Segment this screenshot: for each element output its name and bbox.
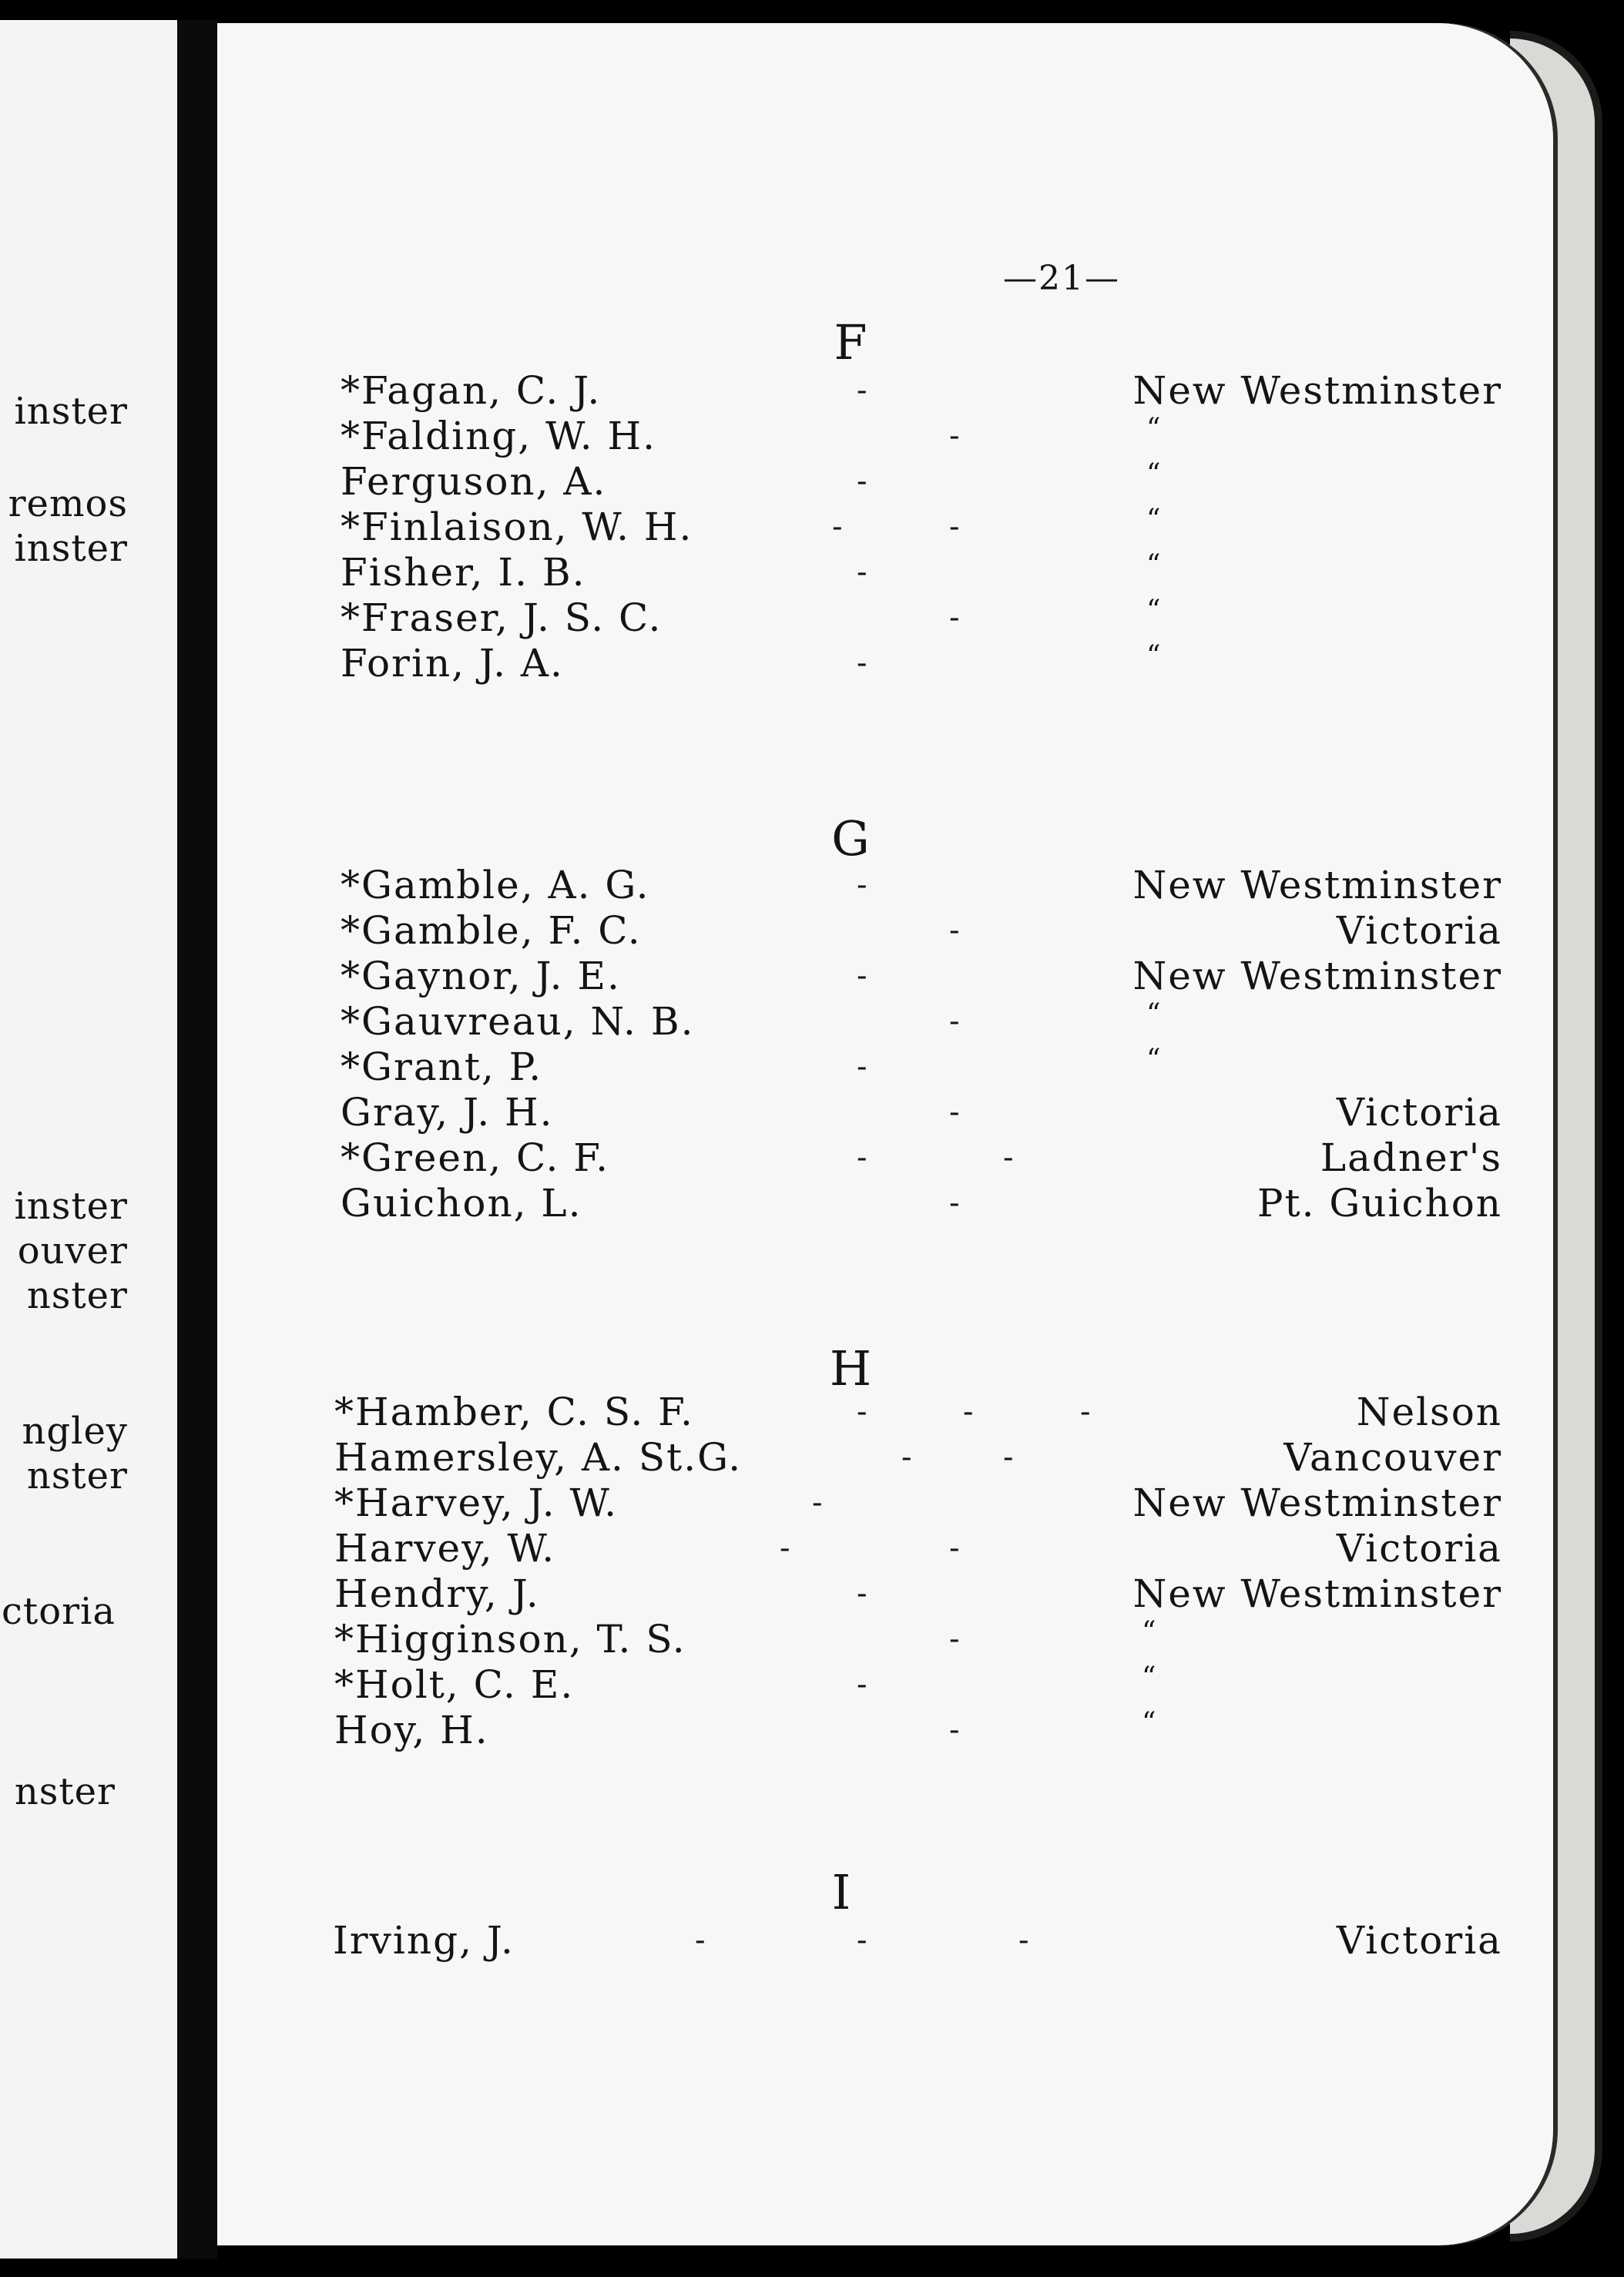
member-location: Victoria bbox=[1336, 908, 1502, 953]
left-page-text: nster bbox=[26, 1274, 128, 1317]
section-letter-h: H bbox=[829, 1340, 872, 1397]
leader-dash: - bbox=[949, 600, 961, 635]
list-item bbox=[217, 459, 1558, 505]
list-item bbox=[217, 1481, 1558, 1526]
list-item bbox=[217, 414, 1558, 459]
list-item bbox=[217, 1662, 1558, 1708]
member-name: Hamersley, A. St.G. bbox=[334, 1435, 743, 1480]
leader-dash: - bbox=[949, 1095, 961, 1130]
leader-dash: - bbox=[1018, 1923, 1031, 1958]
ditto-mark: “ bbox=[1146, 595, 1164, 626]
member-name: *Green, C. F. bbox=[341, 1135, 610, 1180]
list-item bbox=[217, 505, 1558, 550]
list-item bbox=[217, 1526, 1558, 1571]
leader-dash: - bbox=[901, 1440, 914, 1475]
leader-dash: - bbox=[780, 1531, 792, 1566]
leader-dash: - bbox=[963, 1394, 975, 1430]
section-letter-i: I bbox=[831, 1864, 851, 1920]
member-name: *Gamble, A. G. bbox=[341, 863, 650, 907]
leader-dash: - bbox=[949, 418, 961, 454]
member-name: *Gauvreau, N. B. bbox=[341, 999, 695, 1044]
member-name: *Grant, P. bbox=[341, 1045, 543, 1089]
ditto-mark: “ bbox=[1146, 458, 1164, 490]
list-item bbox=[217, 550, 1558, 595]
ditto-mark: “ bbox=[1142, 1616, 1159, 1648]
member-name: *Gamble, F. C. bbox=[341, 908, 642, 953]
leader-dash: - bbox=[949, 1621, 961, 1657]
member-name: *Hamber, C. S. F. bbox=[334, 1390, 694, 1434]
leader-dash: - bbox=[949, 1185, 961, 1221]
left-page-text: ctoria bbox=[2, 1590, 116, 1633]
leader-dash: - bbox=[857, 1049, 869, 1085]
member-location: Victoria bbox=[1336, 1918, 1502, 1963]
section-letter-g: G bbox=[831, 810, 870, 867]
book-binding bbox=[177, 20, 217, 2259]
member-location: Pt. Guichon bbox=[1257, 1181, 1502, 1226]
list-item bbox=[217, 1617, 1558, 1662]
member-location: Ladner's bbox=[1320, 1135, 1502, 1180]
ditto-mark: “ bbox=[1146, 1044, 1164, 1075]
member-name: Irving, J. bbox=[333, 1918, 515, 1963]
list-item bbox=[217, 595, 1558, 641]
leader-dash: - bbox=[949, 1531, 961, 1566]
section-letter-f: F bbox=[834, 314, 867, 371]
left-page-text: inster bbox=[14, 1185, 128, 1228]
list-item bbox=[217, 1181, 1558, 1226]
directory-page bbox=[217, 23, 1558, 2245]
list-item bbox=[217, 1435, 1558, 1481]
list-item bbox=[217, 954, 1558, 999]
leader-dash: - bbox=[857, 958, 869, 994]
member-location: New Westminster bbox=[1132, 863, 1502, 907]
member-location: New Westminster bbox=[1132, 1571, 1502, 1616]
member-name: Forin, J. A. bbox=[341, 641, 564, 686]
member-location: Victoria bbox=[1336, 1090, 1502, 1135]
member-name: Gray, J. H. bbox=[341, 1090, 554, 1135]
list-item bbox=[217, 908, 1558, 954]
ditto-mark: “ bbox=[1146, 640, 1164, 672]
list-item bbox=[217, 1045, 1558, 1090]
leader-dash: - bbox=[695, 1923, 707, 1958]
leader-dash: - bbox=[949, 1712, 961, 1748]
list-item bbox=[217, 1135, 1558, 1181]
list-item bbox=[217, 1390, 1558, 1435]
left-page-text: ouver bbox=[17, 1229, 128, 1273]
leader-dash: - bbox=[1003, 1440, 1015, 1475]
leader-dash: - bbox=[857, 1140, 869, 1175]
member-location: Victoria bbox=[1336, 1526, 1502, 1571]
member-name: *Gaynor, J. E. bbox=[341, 954, 621, 998]
member-location: Nelson bbox=[1356, 1390, 1502, 1434]
ditto-mark: “ bbox=[1146, 549, 1164, 581]
member-name: Hendry, J. bbox=[334, 1571, 540, 1616]
member-name: *Finlaison, W. H. bbox=[341, 505, 693, 549]
member-name: *Fraser, J. S. C. bbox=[341, 595, 663, 640]
list-item bbox=[217, 1708, 1558, 1753]
leader-dash: - bbox=[857, 1667, 869, 1702]
leader-dash: - bbox=[949, 913, 961, 948]
leader-dash: - bbox=[1003, 1140, 1015, 1175]
ditto-mark: “ bbox=[1146, 504, 1164, 535]
previous-page-fragment bbox=[0, 20, 194, 2259]
list-item bbox=[217, 1571, 1558, 1617]
left-page-text: ngley bbox=[22, 1410, 128, 1453]
leader-dash: - bbox=[949, 509, 961, 545]
member-location: New Westminster bbox=[1132, 368, 1502, 413]
member-name: Hoy, H. bbox=[334, 1708, 489, 1752]
list-item bbox=[217, 1090, 1558, 1135]
member-location: Vancouver bbox=[1283, 1435, 1502, 1480]
leader-dash: - bbox=[857, 1923, 869, 1958]
leader-dash: - bbox=[857, 1576, 869, 1611]
left-page-text: remos bbox=[8, 482, 128, 525]
page-number: —21— bbox=[1003, 259, 1120, 298]
leader-dash: - bbox=[949, 1004, 961, 1039]
list-item bbox=[217, 999, 1558, 1045]
list-item bbox=[217, 368, 1558, 414]
leader-dash: - bbox=[857, 464, 869, 499]
list-item bbox=[217, 1918, 1558, 1963]
member-name: *Harvey, J. W. bbox=[334, 1481, 619, 1525]
member-name: *Holt, C. E. bbox=[334, 1662, 575, 1707]
member-name: Fisher, I. B. bbox=[341, 550, 586, 595]
leader-dash: - bbox=[1080, 1394, 1092, 1430]
leader-dash: - bbox=[857, 373, 869, 408]
leader-dash: - bbox=[857, 867, 869, 903]
member-name: Ferguson, A. bbox=[341, 459, 607, 504]
leader-dash: - bbox=[857, 646, 869, 681]
member-name: *Higginson, T. S. bbox=[334, 1617, 686, 1662]
leader-dash: - bbox=[832, 509, 844, 545]
member-name: *Falding, W. H. bbox=[341, 414, 657, 458]
left-page-text: inster bbox=[14, 390, 128, 433]
list-item bbox=[217, 641, 1558, 686]
left-page-text: nster bbox=[26, 1454, 128, 1497]
ditto-mark: “ bbox=[1142, 1707, 1159, 1739]
member-name: Harvey, W. bbox=[334, 1526, 556, 1571]
leader-dash: - bbox=[857, 1394, 869, 1430]
member-name: Guichon, L. bbox=[341, 1181, 582, 1226]
member-location: New Westminster bbox=[1132, 1481, 1502, 1525]
left-page-text: nster bbox=[14, 1770, 116, 1813]
left-page-text: inster bbox=[14, 527, 128, 570]
leader-dash: - bbox=[812, 1485, 824, 1521]
member-name: *Fagan, C. J. bbox=[341, 368, 602, 413]
ditto-mark: “ bbox=[1146, 413, 1164, 444]
member-location: New Westminster bbox=[1132, 954, 1502, 998]
list-item bbox=[217, 863, 1558, 908]
ditto-mark: “ bbox=[1146, 998, 1164, 1030]
ditto-mark: “ bbox=[1142, 1662, 1159, 1693]
leader-dash: - bbox=[857, 555, 869, 590]
